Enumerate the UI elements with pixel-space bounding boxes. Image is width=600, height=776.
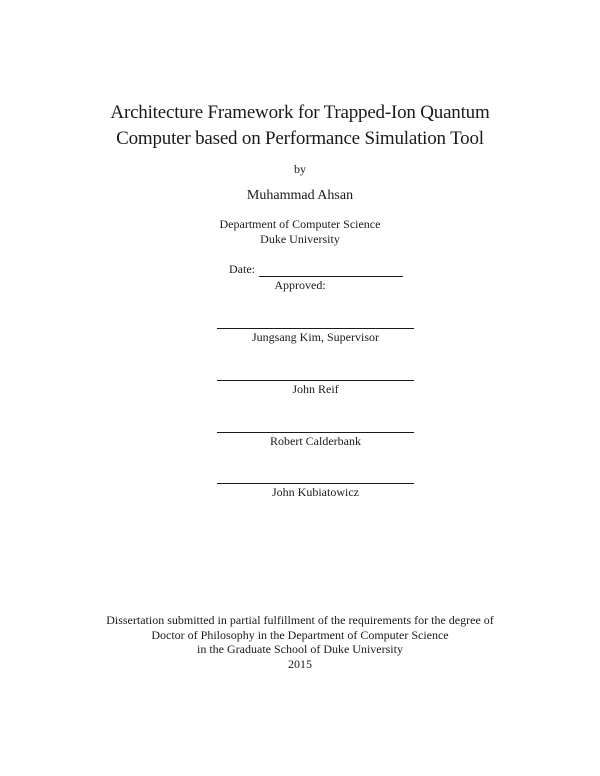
approved-label: Approved:: [274, 278, 326, 292]
date-row: [229, 262, 403, 277]
signature-block-member-3: [217, 432, 414, 449]
committee-member: John Kubiatowicz: [272, 485, 359, 499]
statement-line-2: Doctor of Philosophy in the Department of Computer Science: [151, 627, 449, 642]
by-label: by: [294, 162, 306, 176]
date-label: Date:: [229, 262, 255, 276]
document-title: [0, 100, 600, 152]
signature-line: [217, 380, 414, 381]
university-name: Duke University: [260, 232, 340, 246]
dissertation-statement: [0, 613, 600, 671]
statement-line-3: in the Graduate School of Duke University: [197, 642, 403, 656]
signature-block-member-2: [217, 380, 414, 397]
signature-line: [217, 432, 414, 433]
committee-member: Jungsang Kim, Supervisor: [252, 330, 379, 344]
title-line-2: Computer based on Performance Simulation Tool: [116, 128, 484, 149]
committee-member: Robert Calderbank: [270, 434, 361, 448]
committee-member: John Reif: [292, 382, 339, 396]
date-signature-line: [259, 264, 403, 277]
author-name: Muhammad Ahsan: [246, 188, 354, 203]
department-block: [0, 217, 600, 247]
signature-block-supervisor: [217, 328, 414, 345]
title-line-1: Architecture Framework for Trapped-Ion Quantum: [110, 102, 490, 123]
statement-year: 2015: [288, 656, 312, 671]
department-name: Department of Computer Science: [219, 217, 381, 231]
statement-line-1: Dissertation submitted in partial fulfillment of the requirements for the degree of: [106, 613, 494, 627]
signature-line: [217, 483, 414, 484]
signature-block-member-4: [217, 483, 414, 500]
signature-line: [217, 328, 414, 329]
